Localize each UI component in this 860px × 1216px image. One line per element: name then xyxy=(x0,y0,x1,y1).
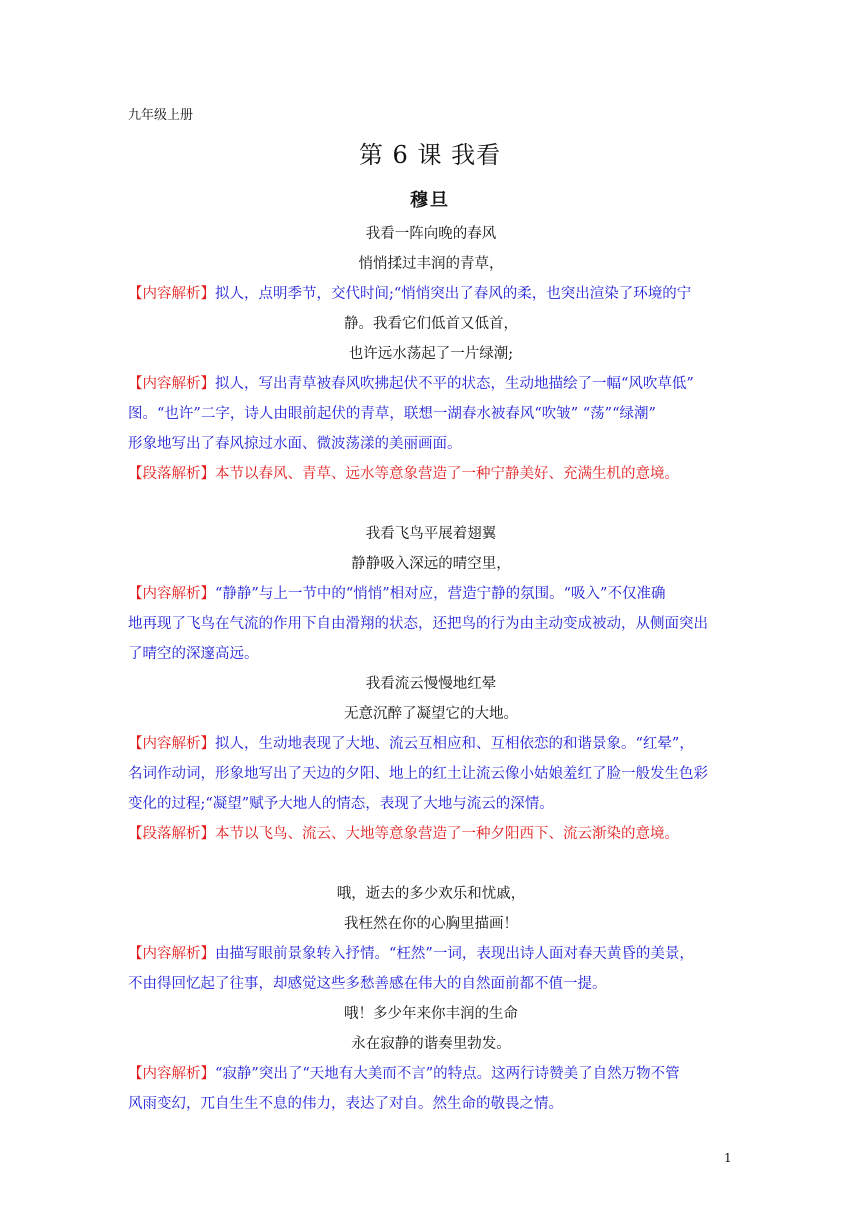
content-analysis xyxy=(128,279,734,309)
poem-author: 穆旦 xyxy=(410,190,450,211)
poem-content xyxy=(128,219,734,1119)
content-analysis xyxy=(128,369,734,399)
analysis-continuation: 风雨变幻，兀自生生不息的伟力，表达了对自。然生命的敬畏之情。 xyxy=(128,1096,563,1112)
poem-line: 我看流云慢慢地红晕 xyxy=(365,676,497,692)
analysis-tag: 【内容解析】 xyxy=(128,376,215,392)
analysis-tag: 【内容解析】 xyxy=(128,586,215,602)
poem-line: 我枉然在你的心胸里描画！ xyxy=(344,916,518,932)
analysis-tag: 【内容解析】 xyxy=(128,736,215,752)
content-analysis xyxy=(128,1059,734,1089)
content-analysis xyxy=(128,579,734,609)
analysis-continuation: 了晴空的深邃高远。 xyxy=(128,646,259,662)
lesson-title: 第 6 课 我看 xyxy=(358,141,502,169)
poem-line: 也许远水荡起了一片绿潮; xyxy=(348,346,514,362)
grade-header: 九年级上册 xyxy=(128,108,194,123)
analysis-text: 由描写眼前景象转入抒情。“枉然”一词，表现出诗人面对春天黄昏的美景， xyxy=(215,946,694,962)
analysis-continuation: 变化的过程;“凝望”赋予大地人的情态，表现了大地与流云的深情。 xyxy=(128,796,554,812)
poem-line: 静。我看它们低首又低首， xyxy=(344,316,518,332)
analysis-tag: 【内容解析】 xyxy=(128,946,215,962)
analysis-continuation: 名词作动词，形象地写出了天边的夕阳、地上的红土让流云像小姑娘羞红了脸一般发生色彩 xyxy=(128,766,708,782)
content-analysis xyxy=(128,939,734,969)
analysis-tag: 【内容解析】 xyxy=(128,1066,215,1082)
poem-line: 永在寂静的谐奏里勃发。 xyxy=(351,1036,511,1052)
poem-line: 悄悄揉过丰润的青草， xyxy=(358,256,504,272)
analysis-text: “寂静”突出了“天地有大美而不言”的特点。这两行诗赞美了自然万物不管 xyxy=(215,1066,680,1082)
analysis-continuation: 形象地写出了春风掠过水面、微波荡漾的美丽画面。 xyxy=(128,436,462,452)
stanza-gap xyxy=(128,489,734,519)
analysis-continuation: 地再现了飞鸟在气流的作用下自由滑翔的状态，还把鸟的行为由主动变成被动，从侧面突出 xyxy=(128,616,708,632)
analysis-text: 拟人，写出青草被春风吹拂起伏不平的状态，生动地描绘了一幅“风吹草低” xyxy=(215,376,694,392)
poem-line: 静静吸入深远的晴空里， xyxy=(351,556,511,572)
paragraph-analysis: 【段落解析】本节以飞鸟、流云、大地等意象营造了一种夕阳西下、流云渐染的意境。 xyxy=(128,826,679,842)
poem-line: 无意沉醉了凝望它的大地。 xyxy=(344,706,518,722)
poem-line: 我看一阵向晚的春风 xyxy=(365,226,497,242)
content-analysis xyxy=(128,729,734,759)
analysis-continuation: 图。“也许”二字，诗人由眼前起伏的青草，联想一湖春水被春风“吹皱” “荡”“绿潮” xyxy=(128,406,656,422)
poem-line: 我看飞鸟平展着翅翼 xyxy=(365,526,497,542)
analysis-text: 拟人，点明季节，交代时间;“悄悄突出了春风的柔，也突出渲染了环境的宁 xyxy=(215,286,692,302)
analysis-tag: 【内容解析】 xyxy=(128,286,215,302)
poem-line: 哦，逝去的多少欢乐和忧戚， xyxy=(336,886,526,902)
analysis-text: 拟人，生动地表现了大地、流云互相应和、互相依恋的和谐景象。“红晕”， xyxy=(215,736,694,752)
page-number: 1 xyxy=(724,1151,732,1165)
analysis-text: “静静”与上一节中的“悄悄”相对应，营造宁静的氛围。“吸入”不仅准确 xyxy=(215,586,666,602)
paragraph-analysis: 【段落解析】本节以春风、青草、远水等意象营造了一种宁静美好、充满生机的意境。 xyxy=(128,466,679,482)
poem-line: 哦！多少年来你丰润的生命 xyxy=(344,1006,518,1022)
stanza-gap xyxy=(128,849,734,879)
analysis-continuation: 不由得回忆起了往事，却感觉这些多愁善感在伟大的自然面前都不值一提。 xyxy=(128,976,607,992)
